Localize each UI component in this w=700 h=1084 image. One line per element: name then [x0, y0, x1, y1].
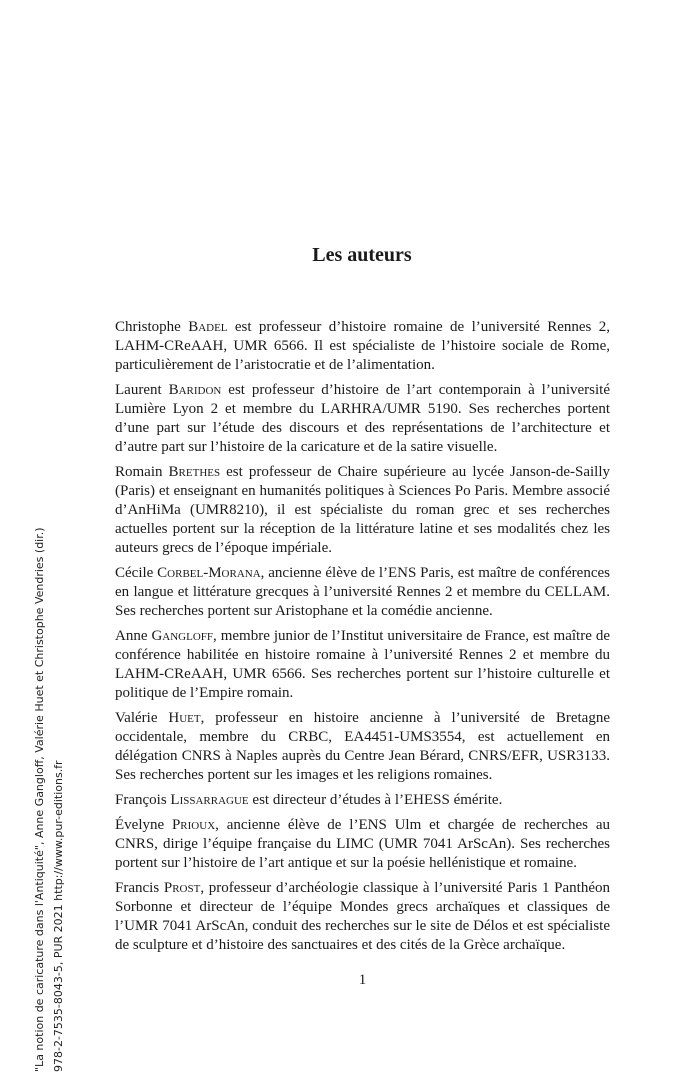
page-title: Les auteurs	[312, 244, 412, 266]
authors-list	[115, 318, 610, 955]
page-number: 1	[358, 972, 367, 988]
author-surname: Gangloff	[151, 628, 214, 644]
author-bio: , ancienne élève de l’ENS Ulm et chargée de recherches au CNRS, dirige l’équipe française du LIMC (UMR 7041 ArScAn). Ses recherches portent sur l’histoire de l’art antique et sur la poésie hellénistique et romaine.	[115, 817, 610, 871]
author-surname: Huet	[168, 710, 201, 726]
author-surname: Baridon	[168, 382, 222, 398]
page-body	[115, 318, 610, 1030]
author-bio: est professeur de Chaire supérieure au lycée Janson-de-Sailly (Paris) et enseignant en humanités politiques à Sciences Po Paris. Membre associé d’AnHiMa (UMR8210), il est spécialiste du roman grec et ses recherches actuelles portent sur la réception de la littérature latine et ses modalités chez les auteurs grecs de l’époque impériale.	[115, 464, 610, 556]
author-surname: Prost	[163, 880, 201, 896]
author-surname: Corbel-Morana	[157, 565, 261, 581]
author-bio: est professeur d’histoire de l’art contemporain à l’université Lumière Lyon 2 et membre du LARHRA/UMR 5190. Ses recherches portent d’une part sur l’étude des discours et des représentations de l’architecture et d’autre part sur l’histoire de la caricature et de la satire visuelle.	[115, 382, 610, 455]
author-bio: , membre junior de l’Institut universitaire de France, est maître de conférence habilitée en histoire romaine à l’université Rennes 2 et membre du LAHM-CReAAH, UMR 6566. Ses recherches portent sur l’histoire culturelle et politique de l’Empire romain.	[115, 628, 610, 701]
author-entry	[115, 709, 610, 785]
author-entry	[115, 879, 610, 955]
author-surname: Badel	[188, 319, 228, 335]
author-first-name: Francis	[115, 880, 164, 896]
author-first-name: François	[115, 792, 171, 808]
author-first-name: Cécile	[115, 565, 158, 581]
author-bio: est directeur d’études à l’EHESS émérite.	[248, 792, 503, 808]
author-surname: Lissarrague	[170, 792, 249, 808]
author-first-name: Évelyne	[115, 817, 172, 833]
side-citation-line-1: "La notion de caricature dans l'Antiquité", Anne Gangloff, Valérie Huet et Christophe Vendries (dir.)	[33, 527, 46, 1072]
author-bio: est professeur d’histoire romaine de l’université Rennes 2, LAHM-CReAAH, UMR 6566. Il est spécialiste de l’histoire sociale de Rome, particulièrement de l’aristocratie et de l’alimentation.	[115, 319, 610, 373]
author-first-name: Laurent	[115, 382, 169, 398]
side-citation	[30, 527, 68, 1072]
author-entry	[115, 816, 610, 873]
author-bio: , professeur d’archéologie classique à l’université Paris 1 Panthéon Sorbonne et directeur de l’équipe Mondes grecs archaïques et classiques de l’UMR 7041 ArScAn, conduit des recherches sur le site de Délos et est spécialiste de sculpture et d’histoire des sanctuaires et des cités de la Grèce archaïque.	[115, 880, 610, 953]
author-surname: Prioux	[171, 817, 216, 833]
author-entry	[115, 627, 610, 703]
side-citation-line-2: 978-2-7535-8043-5, PUR 2021 http://www.pur-editions.fr	[52, 760, 65, 1072]
author-bio: , ancienne élève de l’ENS Paris, est maître de conférences en langue et littérature grecques à l’université Rennes 2 et membre du CELLAM. Ses recherches portent sur Aristophane et la comédie ancienne.	[115, 565, 610, 619]
author-entry	[115, 463, 610, 558]
author-surname: Brethes	[168, 464, 221, 480]
author-first-name: Valérie	[115, 710, 169, 726]
author-bio: , professeur en histoire ancienne à l’université de Bretagne occidentale, membre du CRBC, EA4451-UMS3554, est actuellement en délégation CNRS à Naples auprès du Centre Jean Bérard, CNRS/EFR, USR3133. Ses recherches portent sur les images et les religions romaines.	[115, 710, 610, 783]
author-first-name: Romain	[115, 464, 169, 480]
author-first-name: Christophe	[115, 319, 189, 335]
author-entry	[115, 564, 610, 621]
author-entry	[115, 381, 610, 457]
author-first-name: Anne	[115, 628, 152, 644]
author-entry	[115, 791, 610, 810]
author-entry	[115, 318, 610, 375]
